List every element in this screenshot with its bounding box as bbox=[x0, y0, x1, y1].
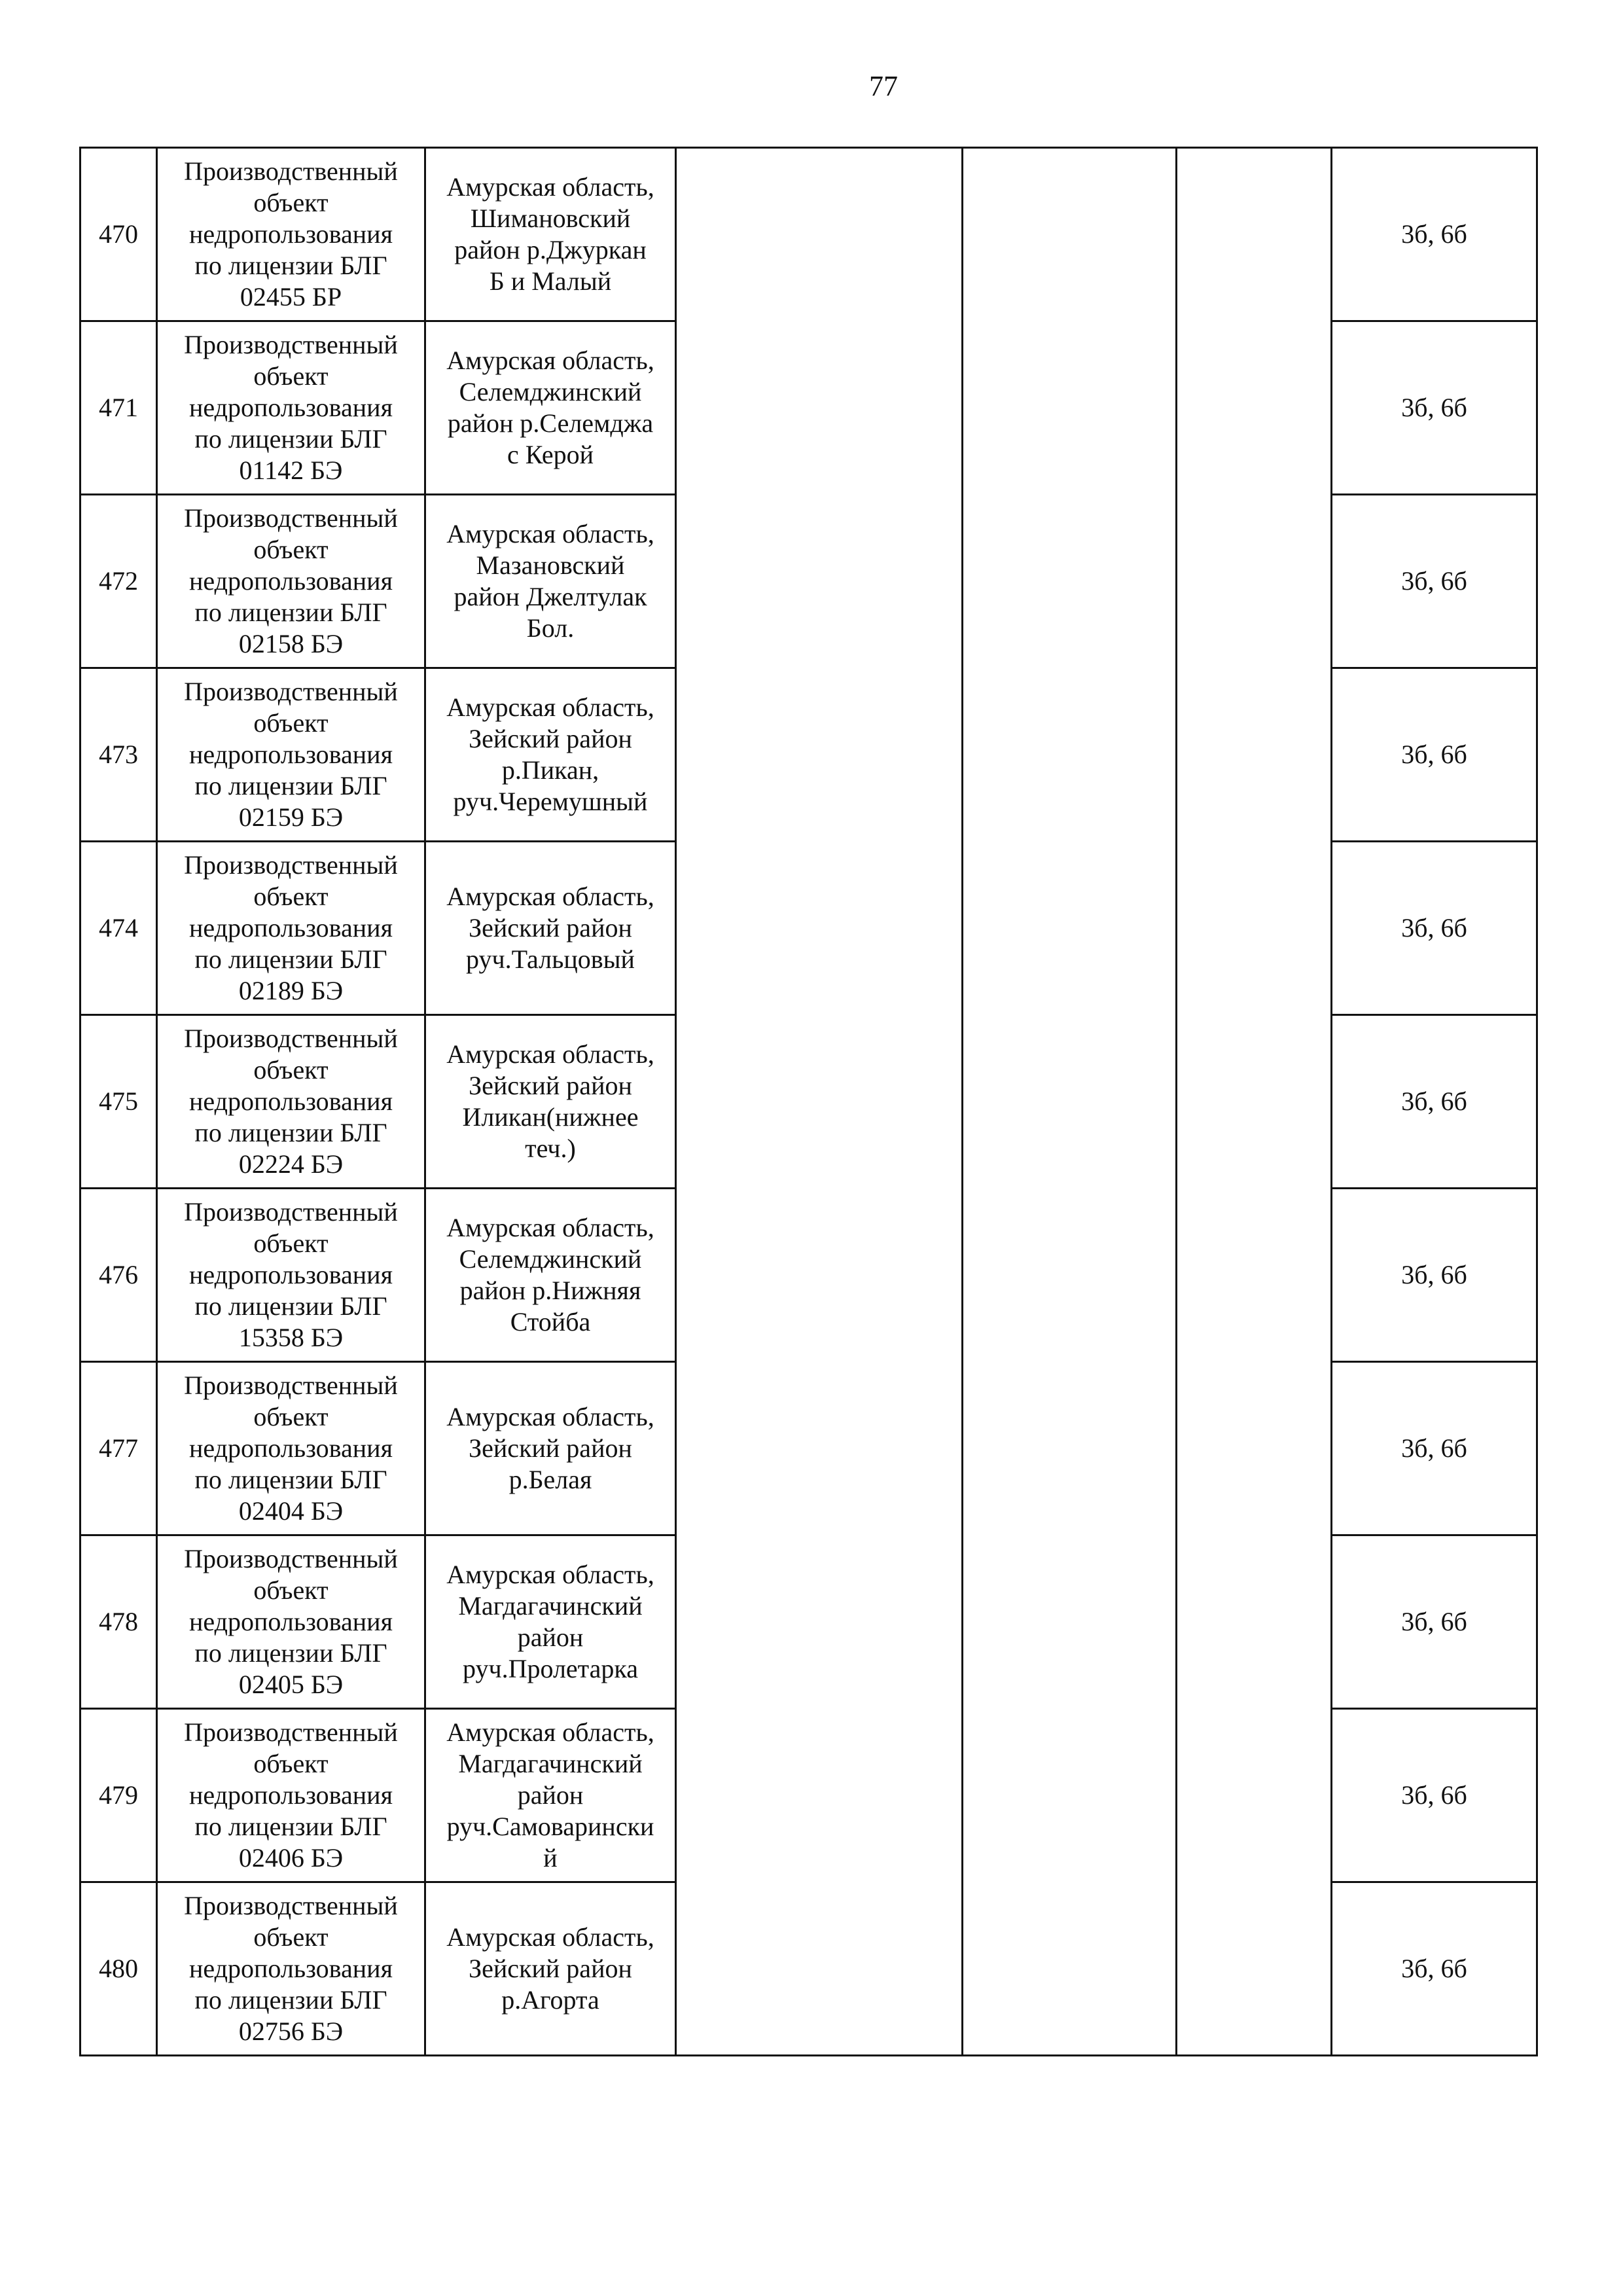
object-location: Амурская область, Магдагачинский район руч.Пролетарка bbox=[446, 1560, 654, 1683]
row-number: 478 bbox=[99, 1607, 138, 1636]
object-name: Производственный объект недропользования по лицензии БЛГ 02158 БЭ bbox=[184, 503, 398, 658]
row-number-cell bbox=[80, 668, 157, 842]
codes-cell bbox=[1332, 1535, 1537, 1709]
row-number-cell bbox=[80, 1362, 157, 1535]
object-name: Производственный объект недропользования по лицензии БЛГ 15358 БЭ bbox=[184, 1197, 398, 1352]
object-name-cell bbox=[157, 1882, 425, 2056]
row-number: 475 bbox=[99, 1086, 138, 1116]
object-codes: 3б, 6б bbox=[1401, 566, 1467, 596]
object-name: Производственный объект недропользования по лицензии БЛГ 02189 БЭ bbox=[184, 850, 398, 1005]
object-name: Производственный объект недропользования по лицензии БЛГ 02455 БР bbox=[184, 156, 398, 312]
row-number: 471 bbox=[99, 393, 138, 422]
location-cell bbox=[425, 1709, 676, 1882]
codes-cell bbox=[1332, 1709, 1537, 1882]
location-cell bbox=[425, 842, 676, 1015]
row-number-cell bbox=[80, 1535, 157, 1709]
location-cell bbox=[425, 148, 676, 321]
object-name-cell bbox=[157, 148, 425, 321]
blank-column-1 bbox=[676, 148, 963, 2056]
page-number: 77 bbox=[869, 70, 898, 102]
codes-cell bbox=[1332, 1882, 1537, 2056]
row-number: 473 bbox=[99, 740, 138, 769]
object-location: Амурская область, Шимановский район р.Джуркан Б и Малый bbox=[446, 172, 654, 296]
object-name-cell bbox=[157, 1189, 425, 1362]
object-codes: 3б, 6б bbox=[1401, 393, 1467, 422]
location-cell bbox=[425, 1362, 676, 1535]
codes-cell bbox=[1332, 1015, 1537, 1189]
row-number: 479 bbox=[99, 1780, 138, 1810]
object-name: Производственный объект недропользования по лицензии БЛГ 02756 БЭ bbox=[184, 1891, 398, 2046]
object-location: Амурская область, Магдагачинский район руч.Самоварински й bbox=[446, 1717, 654, 1873]
object-location: Амурская область, Зейский район руч.Тальцовый bbox=[446, 882, 654, 974]
row-number-cell bbox=[80, 842, 157, 1015]
object-codes: 3б, 6б bbox=[1401, 1780, 1467, 1810]
registry-table bbox=[79, 147, 1538, 2056]
row-number-cell bbox=[80, 321, 157, 495]
row-number-cell bbox=[80, 1015, 157, 1189]
object-name-cell bbox=[157, 842, 425, 1015]
blank-column-3 bbox=[1177, 148, 1332, 2056]
row-number: 477 bbox=[99, 1433, 138, 1463]
location-cell bbox=[425, 1015, 676, 1189]
location-cell bbox=[425, 1189, 676, 1362]
object-name-cell bbox=[157, 1362, 425, 1535]
codes-cell bbox=[1332, 148, 1537, 321]
object-name-cell bbox=[157, 668, 425, 842]
codes-cell bbox=[1332, 842, 1537, 1015]
row-number: 472 bbox=[99, 566, 138, 596]
row-number-cell bbox=[80, 1709, 157, 1882]
object-name-cell bbox=[157, 495, 425, 668]
location-cell bbox=[425, 1535, 676, 1709]
object-codes: 3б, 6б bbox=[1401, 1086, 1467, 1116]
location-cell bbox=[425, 495, 676, 668]
object-codes: 3б, 6б bbox=[1401, 1260, 1467, 1289]
object-name-cell bbox=[157, 321, 425, 495]
object-location: Амурская область, Мазановский район Джелтулак Бол. bbox=[446, 519, 654, 643]
object-codes: 3б, 6б bbox=[1401, 1607, 1467, 1636]
location-cell bbox=[425, 668, 676, 842]
object-name: Производственный объект недропользования по лицензии БЛГ 02406 БЭ bbox=[184, 1717, 398, 1873]
object-location: Амурская область, Зейский район р.Агорта bbox=[446, 1922, 654, 2015]
codes-cell bbox=[1332, 495, 1537, 668]
object-location: Амурская область, Зейский район р.Пикан, руч.Черемушный bbox=[446, 692, 654, 816]
row-number: 476 bbox=[99, 1260, 138, 1289]
table-row bbox=[80, 148, 1537, 321]
row-number-cell bbox=[80, 1882, 157, 2056]
object-location: Амурская область, Селемджинский район р.Нижняя Стойба bbox=[446, 1213, 654, 1336]
row-number: 480 bbox=[99, 1954, 138, 1983]
row-number-cell bbox=[80, 1189, 157, 1362]
object-codes: 3б, 6б bbox=[1401, 219, 1467, 249]
object-location: Амурская область, Зейский район Иликан(нижнее теч.) bbox=[446, 1039, 654, 1163]
object-name-cell bbox=[157, 1535, 425, 1709]
object-name-cell bbox=[157, 1015, 425, 1189]
location-cell bbox=[425, 1882, 676, 2056]
blank-column-2 bbox=[963, 148, 1177, 2056]
row-number: 474 bbox=[99, 913, 138, 942]
object-codes: 3б, 6б bbox=[1401, 740, 1467, 769]
codes-cell bbox=[1332, 668, 1537, 842]
object-name-cell bbox=[157, 1709, 425, 1882]
object-name: Производственный объект недропользования по лицензии БЛГ 02159 БЭ bbox=[184, 677, 398, 832]
row-number: 470 bbox=[99, 219, 138, 249]
object-location: Амурская область, Селемджинский район р.Селемджа с Керой bbox=[446, 346, 654, 469]
row-number-cell bbox=[80, 148, 157, 321]
codes-cell bbox=[1332, 1189, 1537, 1362]
codes-cell bbox=[1332, 321, 1537, 495]
codes-cell bbox=[1332, 1362, 1537, 1535]
object-location: Амурская область, Зейский район р.Белая bbox=[446, 1402, 654, 1494]
object-codes: 3б, 6б bbox=[1401, 913, 1467, 942]
object-codes: 3б, 6б bbox=[1401, 1433, 1467, 1463]
location-cell bbox=[425, 321, 676, 495]
object-name: Производственный объект недропользования по лицензии БЛГ 01142 БЭ bbox=[184, 330, 398, 485]
object-name: Производственный объект недропользования по лицензии БЛГ 02404 БЭ bbox=[184, 1371, 398, 1526]
row-number-cell bbox=[80, 495, 157, 668]
object-name: Производственный объект недропользования по лицензии БЛГ 02405 БЭ bbox=[184, 1544, 398, 1699]
object-name: Производственный объект недропользования по лицензии БЛГ 02224 БЭ bbox=[184, 1024, 398, 1179]
object-codes: 3б, 6б bbox=[1401, 1954, 1467, 1983]
